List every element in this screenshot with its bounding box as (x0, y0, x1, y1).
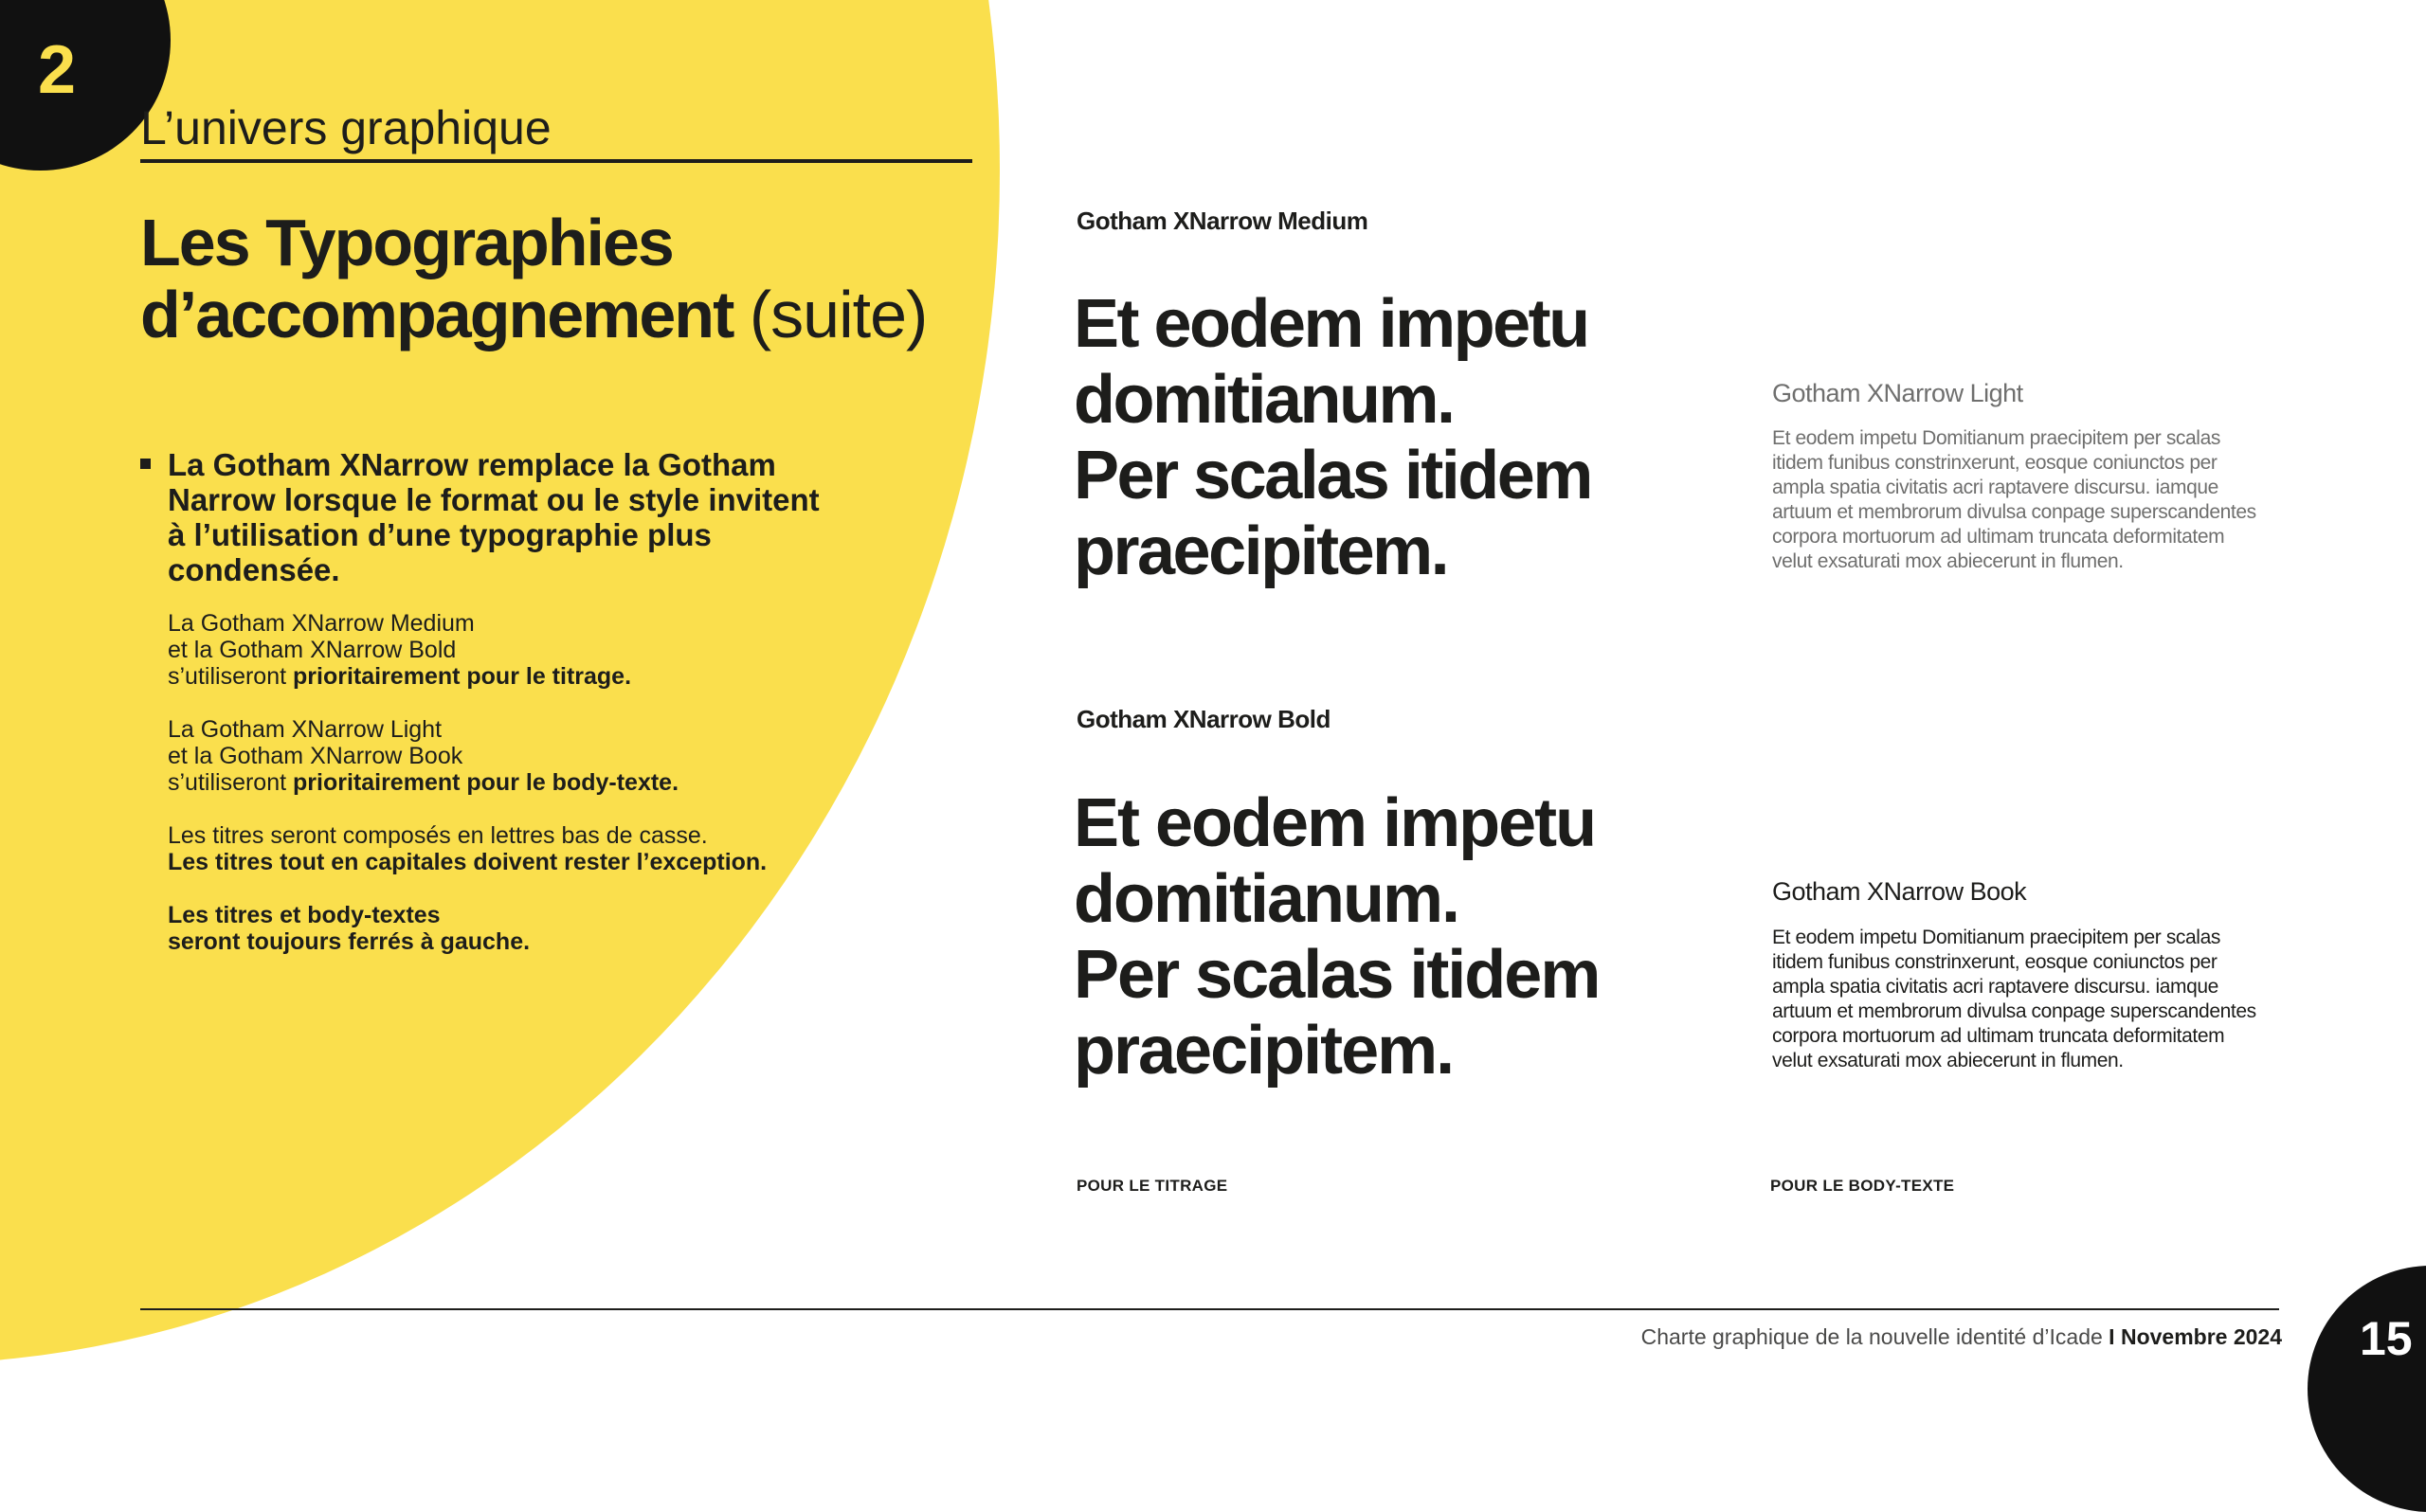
bold-headline-sample: Et eodem impetu domitianum. Per scalas itidem praecipitem. (1074, 785, 1600, 1089)
intro-paragraph (140, 447, 823, 587)
intro-lead: La Gotham XNarrow remplace la Gotham Narrow lorsque le format ou le style invitent à l’utilisation d’une typographie plus condensée. (168, 447, 820, 587)
footer-divider (140, 1308, 2279, 1310)
medium-sample-label: Gotham XNarrow Medium (1077, 207, 1368, 235)
page-title-line1: Les Typographies (140, 206, 673, 279)
page-title (140, 207, 927, 351)
usage-label-titrage: POUR LE TITRAGE (1077, 1177, 1228, 1195)
page-title-suffix: (suite) (749, 278, 928, 351)
page-title-line2 (140, 279, 927, 351)
usage-label-body-texte: POUR LE BODY-TEXTE (1770, 1177, 1955, 1195)
rule-alignement: Les titres et body-textes seront toujours ferrés à gauche. (168, 902, 531, 955)
section-divider (140, 159, 972, 163)
page-title-bold: d’accompagnement (140, 278, 733, 351)
rule-casse: Les titres seront composés en lettres bas de casse. Les titres tout en capitales doivent rester l’exception. (168, 822, 768, 875)
book-sample-label: Gotham XNarrow Book (1772, 877, 2027, 906)
light-body-sample: Et eodem impetu Domitianum praecipitem per scalas itidem funibus constrinxerunt, eosque coniunctos per ampla spatia civitatis acri raptavere discursu. iamque artuum et membrorum divulsa conpage superscandentes corpora mortuorum ad ultimam truncata deformitatem velut exsaturati mox abiecerunt in flumen. (1772, 427, 2256, 572)
page-number: 15 (2360, 1312, 2413, 1365)
light-sample-label: Gotham XNarrow Light (1772, 379, 2023, 407)
footer-caption: Charte graphique de la nouvelle identité d’Icade I Novembre 2024 (1640, 1324, 2282, 1349)
rule-body-texte: La Gotham XNarrow Light et la Gotham XNarrow Book s’utiliseront prioritairement pour le body-texte. (168, 716, 679, 796)
medium-headline-sample: Et eodem impetu domitianum. Per scalas itidem praecipitem. (1074, 286, 1591, 589)
section-title: L’univers graphique (140, 101, 552, 154)
bold-sample-label: Gotham XNarrow Bold (1077, 705, 1331, 733)
book-body-sample: Et eodem impetu Domitianum praecipitem per scalas itidem funibus constrinxerunt, eosque coniunctos per ampla spatia civitatis acri raptavere discursu. iamque artuum et membrorum divulsa conpage superscandentes corpora mortuorum ad ultimam truncata deformitatem velut exsaturati mox abiecerunt in flumen. (1772, 927, 2256, 1071)
page-number-badge (2308, 1266, 2426, 1512)
usage-rules (168, 610, 850, 981)
bullet-square-icon (140, 459, 151, 469)
rule-titrage: La Gotham XNarrow Medium et la Gotham XNarrow Bold s’utiliseront prioritairement pour le titrage. (168, 610, 632, 690)
chapter-number: 2 (38, 32, 77, 108)
